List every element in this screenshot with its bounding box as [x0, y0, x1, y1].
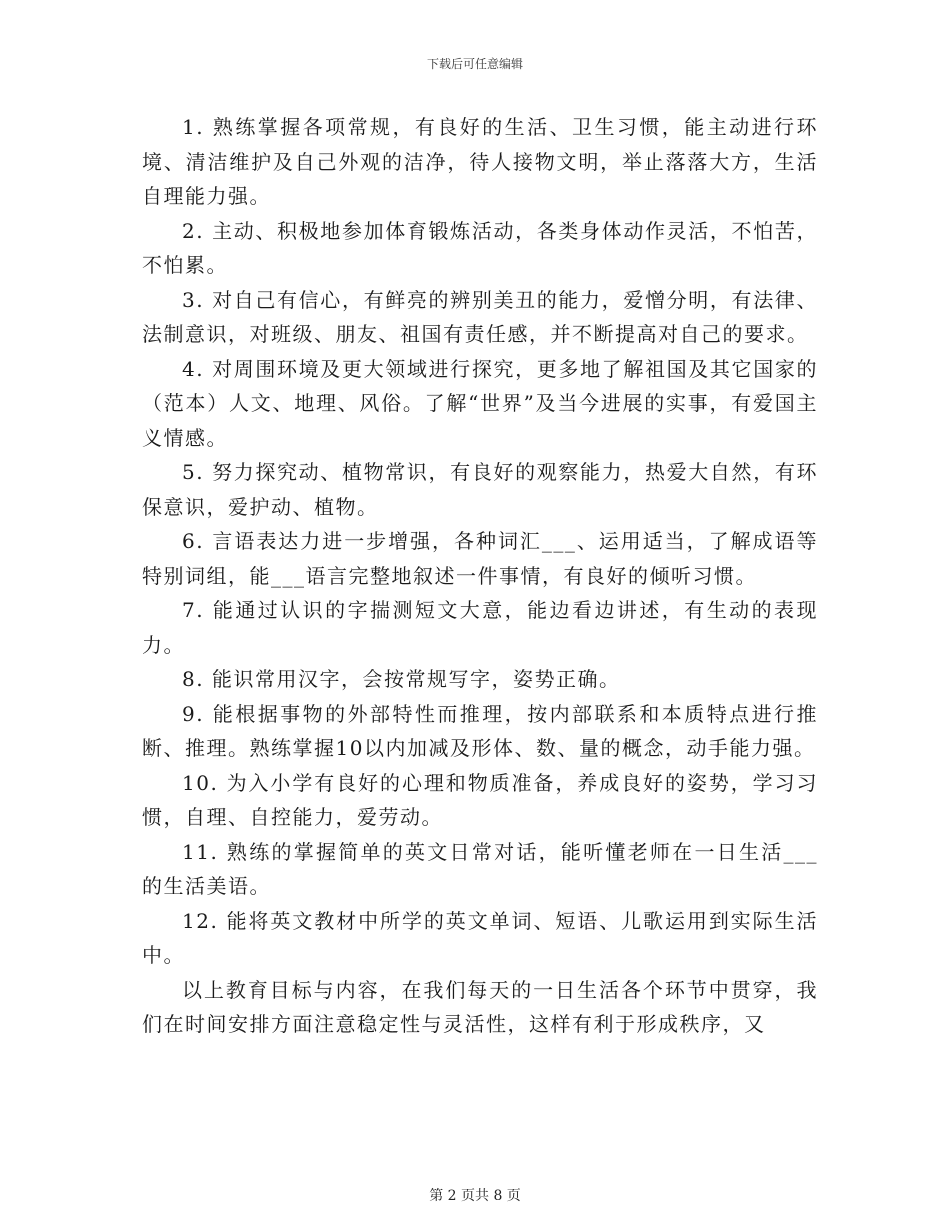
paragraph-2: 2. 主动、积极地参加体育锻炼活动，各类身体动作灵活，不怕苦，不怕累。 [142, 218, 818, 277]
paragraph-5: 5. 努力探究动、植物常识，有良好的观察能力，热爱大自然，有环保意识，爱护动、植物。 [142, 460, 818, 519]
page-number-footer: 第 2 页共 8 页 [429, 1188, 521, 1204]
paragraph-9: 9. 能根据事物的外部特性而推理，按内部联系和本质特点进行推断、推理。熟练掌握10以内加减及形体、数、量的概念，动手能力强。 [142, 701, 818, 760]
document-body [142, 110, 818, 1042]
paragraph-8: 8. 能识常用汉字，会按常规写字，姿势正确。 [182, 667, 621, 691]
paragraph-12: 12. 能将英文教材中所学的英文单词、短语、儿歌运用到实际生活中。 [142, 908, 818, 967]
page-header: 下载后可任意编辑 [426, 57, 523, 71]
paragraph-summary: 以上教育目标与内容，在我们每天的一日生活各个环节中贯穿，我们在时间安排方面注意稳定性与灵活性，这样有利于形成秩序，又 [142, 977, 818, 1036]
paragraph-7: 7. 能通过认识的字揣测短文大意，能边看边讲述，有生动的表现力。 [142, 598, 818, 657]
paragraph-10: 10. 为入小学有良好的心理和物质准备，养成良好的姿势，学习习惯，自理、自控能力，爱劳动。 [142, 770, 818, 829]
paragraph-1: 1. 熟练掌握各项常规，有良好的生活、卫生习惯，能主动进行环境、清洁维护及自己外观的洁净，待人接物文明，举止落落大方，生活自理能力强。 [142, 115, 818, 208]
paragraph-4: 4. 对周围环境及更大领域进行探究，更多地了解祖国及其它国家的（范本）人文、地理、风俗。了解“世界”及当今进展的实事，有爱国主义情感。 [142, 356, 818, 450]
paragraph-6: 6. 言语表达力进一步增强，各种词汇___、运用适当，了解成语等特别词组，能___语言完整地叙述一件事情，有良好的倾听习惯。 [142, 529, 818, 588]
paragraph-11: 11. 熟练的掌握简单的英文日常对话，能听懂老师在一日生活___的生活美语。 [142, 839, 818, 898]
paragraph-3: 3. 对自己有信心，有鲜亮的辨别美丑的能力，爱憎分明，有法律、法制意识，对班级、朋友、祖国有责任感，并不断提高对自己的要求。 [142, 287, 818, 346]
